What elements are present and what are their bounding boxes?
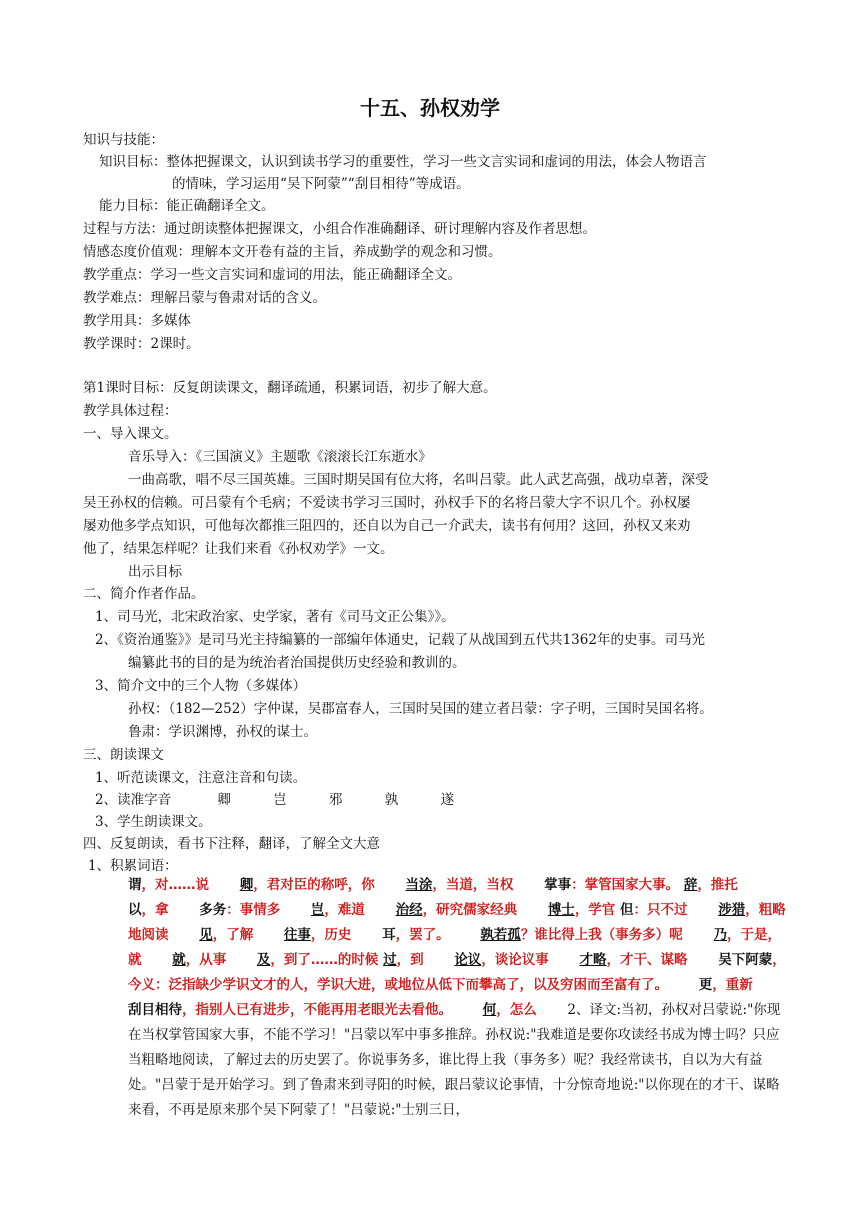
teaching-focus: 教学重点：学习一些文言实词和虚词的用法，能正确翻译全文。: [83, 267, 461, 283]
vocab-entry: 孰若孤？谁比得上我（事务多）呢: [480, 927, 683, 943]
intro-paragraph-line: 吴王孙权的信赖。可吕蒙有个毛病；不爱读书学习三国时，孙权手下的名将吕蒙大字不识几个。孙权屡: [83, 495, 691, 511]
vocab-entry: 过，到: [383, 952, 424, 968]
char: 邪: [328, 792, 343, 808]
vocab-entry: 掌事：掌管国家大事。: [544, 877, 680, 893]
vocab-entry: 及，到了……的时候: [256, 952, 379, 968]
vocab-block: [128, 873, 788, 1123]
reading-item-3: 3、学生朗读课文。: [95, 814, 212, 830]
vocab-entry: 论议，谈论议事: [454, 952, 549, 968]
vocab-entry: 见，了解: [199, 927, 254, 943]
vocab-entry: 当涂，当道，当权: [405, 877, 514, 893]
teaching-tools: 教学用具：多媒体: [83, 313, 191, 329]
character-lusu: 鲁肃：学识渊博，孙权的谋士。: [128, 724, 317, 740]
knowledge-goal: 知识目标：整体把握课文，认识到读书学习的重要性，学习一些文言实词和虚词的用法，体会人物语言: [99, 154, 707, 170]
author-item-2: 2、《资治通鉴》》是司马光主持编纂的一部编年体通史，记载了从战国到五代共1362年的史事。司马光: [95, 632, 705, 648]
vocab-entry: 辞，推托: [683, 877, 738, 893]
section-heading-4: 四、反复朗读，看书下注释，翻译，了解全文大意: [83, 836, 380, 852]
vocab-entry: 更，重新: [698, 977, 753, 993]
character-sunquan: 孙权：（182—252）字仲谋，吴郡富春人，三国时吴国的建立者吕蒙：字子明，三国时吴国名将。: [128, 701, 713, 717]
vocab-entry: 才略，才干、谋略: [579, 952, 688, 968]
vocab-entry: 多务：事情多: [199, 902, 281, 918]
author-item-1: 1、司马光，北宋政治家、史学家，著有《司马文正公集》》。: [95, 609, 455, 625]
show-goals: 出示目标: [128, 564, 182, 580]
section-heading-2: 二、简介作者作品。: [83, 586, 205, 602]
vocab-entry: 卿，君对臣的称呼，你: [239, 877, 375, 893]
process-method: 过程与方法：通过朗读整体把握课文，小组合作准确翻译、研讨理解内容及作者思想。: [83, 221, 596, 237]
vocab-heading: 1、积累词语：: [88, 858, 178, 874]
translation-text: 2、译文:当初，孙权对吕蒙说:"你现在当权掌管国家大事，不能不学习！"吕蒙以军中事多推辞。孙权说:"我难道是要你攻读经书成为博士吗？只应当粗略地阅读，了解过去的历史罢了。你说事务多，谁比得上我（事务多）呢？我经常读书，自以为大有益处。"吕蒙于是开始学习。到了鲁肃来到寻阳的时候，跟吕蒙议论事情，十分惊奇地说:"以你现在的才干、谋略来看，不再是原来那个吴下阿蒙了！"吕蒙说:"士别三日，: [128, 1002, 781, 1118]
knowledge-goal-cont: 的情味，学习运用“吴下阿蒙”“刮目相待”等成语。: [172, 176, 470, 192]
vocab-entry: 但：只不过: [620, 902, 688, 918]
author-item-3: 3、简介文中的三个人物（多媒体）: [95, 678, 307, 694]
ability-goal: 能力目标：能正确翻译全文。: [99, 198, 275, 214]
section-label-knowledge: 知识与技能：: [83, 132, 164, 148]
teaching-hours: 教学课时：2课时。: [83, 336, 200, 352]
intro-paragraph-line: 他了，结果怎样呢？让我们来看《孙权劝学》一文。: [83, 541, 394, 557]
intro-paragraph-line: 屡劝他多学点知识，可他每次都推三阻四的，还自以为自己一介武夫，读书有何用？这回，孙权又来劝: [83, 518, 691, 534]
reading-item-2-label: 2、读准字音: [95, 792, 172, 808]
vocab-entry: 博士，学官: [547, 902, 616, 918]
vocab-entry: 岂，难道: [310, 902, 365, 918]
char: 岂: [273, 792, 287, 808]
vocab-entry: 耳，罢了。: [382, 927, 450, 943]
vocab-entry: 谓，对……说: [128, 877, 209, 893]
intro-paragraph-line: 一曲高歌，唱不尽三国英雄。三国时期吴国有位大将，名叫吕蒙。此人武艺高强，战功卓著，深受: [128, 472, 709, 488]
teaching-difficulty: 教学难点：理解吕蒙与鲁肃对话的含义。: [83, 290, 326, 306]
vocab-entry: 乃，于是，就: [128, 927, 782, 968]
vocab-entry: 治经，研究儒家经典: [395, 902, 518, 918]
vocab-entry: 就，从事: [172, 952, 227, 968]
char: 卿: [217, 792, 231, 808]
reading-item-1: 1、听范读课文，注意注音和句读。: [95, 770, 307, 786]
vocab-entry: 涉猎，粗略地阅读: [128, 902, 786, 943]
music-intro: 音乐导入：《三国演义》主题歌《滚滚长江东逝水》: [128, 449, 432, 465]
vocab-entry: 吴下阿蒙，今义：泛指缺少学识文才的人，学识大进，或地位从低下而攀高了，以及穷困而至富有了。: [128, 952, 786, 993]
emotion-attitude: 情感态度价值观：理解本文开卷有益的主旨，养成勤学的观念和习惯。: [83, 244, 502, 260]
section-heading-3: 三、朗读课文: [83, 747, 164, 763]
char: 遂: [440, 792, 455, 808]
author-item-2-cont: 编纂此书的目的是为统治者治国提供历史经验和教训的。: [128, 655, 466, 671]
page-title: 十五、孙权劝学: [360, 96, 500, 120]
lesson-1-goal: 第1课时目标：反复朗读课文，翻译疏通，积累词语，初步了解大意。: [83, 380, 497, 396]
vocab-entry: 往事，历史: [283, 927, 352, 943]
process-heading: 教学具体过程：: [83, 403, 178, 419]
vocab-entry: 以，拿: [128, 902, 169, 918]
section-heading-1: 一、导入课文。: [83, 426, 178, 442]
reading-item-2: [95, 790, 492, 810]
vocab-entry: 刮目相待，指别人已有进步，不能再用老眼光去看他。: [128, 1002, 452, 1018]
pronunciation-chars: [217, 792, 492, 808]
vocab-entry: 何，怎么: [482, 1002, 537, 1018]
char: 孰: [384, 792, 399, 808]
